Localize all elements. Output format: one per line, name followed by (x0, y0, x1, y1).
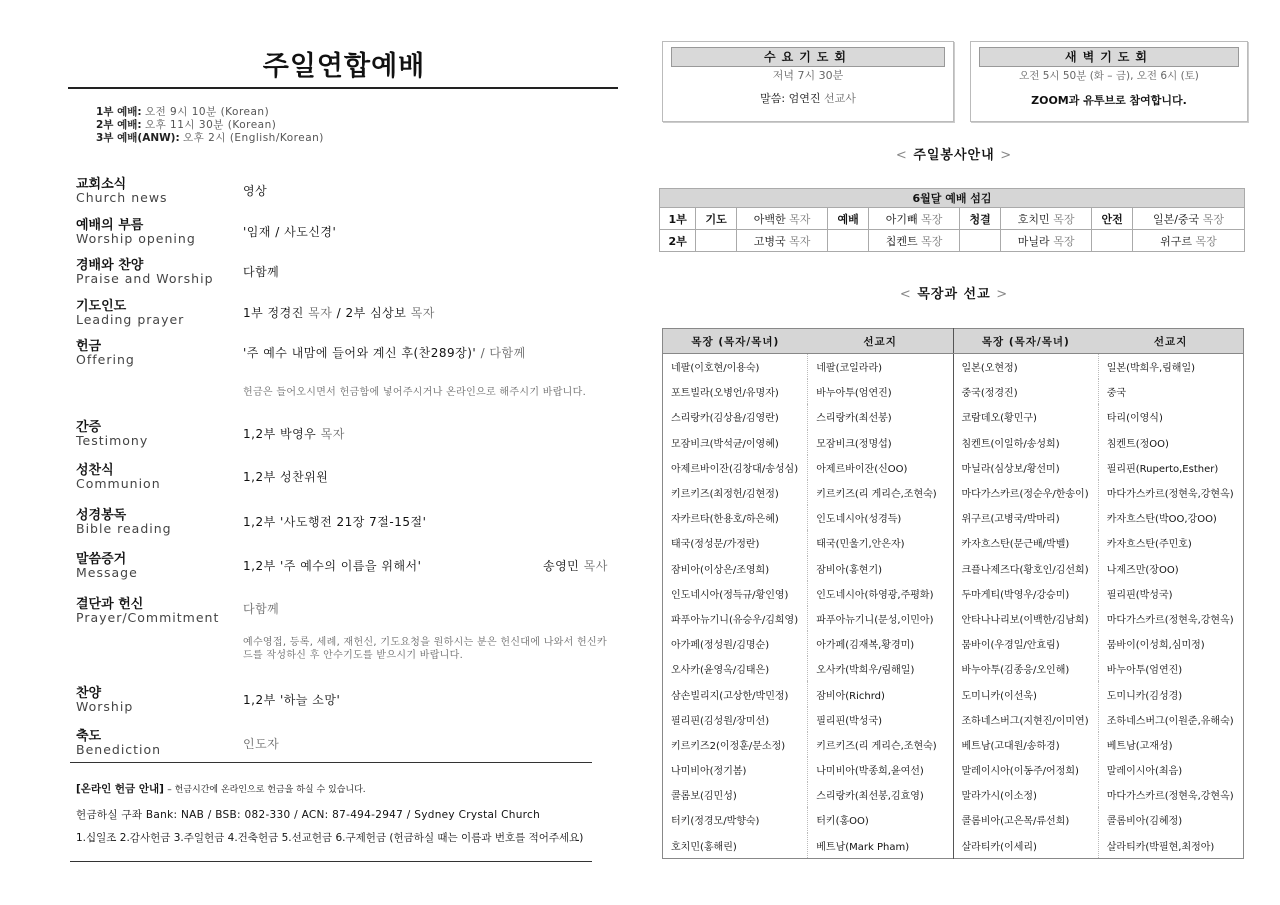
serve-assignee (736, 230, 827, 252)
mission-field-cell: 말레이시아(최음) (1098, 757, 1243, 782)
service-time-3 (96, 132, 324, 145)
table-row (663, 757, 1244, 782)
mokjang-cell: 바누아투(김종응/오인해) (953, 656, 1098, 681)
mokjang-cell: 살라티카(이세리) (953, 833, 1098, 859)
table-row (663, 681, 1244, 706)
online-offering-desc: – 헌금시간에 온라인으로 헌금을 하실 수 있습니다. (167, 785, 366, 795)
service-label: 3부 예배(ANW): (96, 132, 180, 144)
order-title-opening: 예배의 부름 (76, 218, 144, 233)
serve-name: 칩켄트 (885, 234, 918, 248)
heading-bracket-left: < (895, 148, 908, 163)
order-value-offering (243, 345, 526, 361)
mission-field-cell: 마다가스카르(정현욱,강현옥) (1098, 480, 1243, 505)
table-row (663, 833, 1244, 859)
mission-field-cell: 키르키즈(리 게리슨,조현숙) (808, 732, 953, 757)
mission-field-cell: 조하네스버그(이원준,유해숙) (1098, 707, 1243, 732)
order-value-opening: '임재 / 사도신경' (243, 225, 337, 239)
prayer-leader-1-title: 목자 (308, 306, 333, 320)
testimony-title: 목자 (320, 427, 345, 441)
order-sub-testimony: Testimony (76, 433, 149, 448)
serve-table-caption: 6월달 예배 섬김 (660, 189, 1245, 208)
table-row (663, 404, 1244, 429)
table-row (663, 656, 1244, 681)
serve-category: 예배 (828, 208, 869, 230)
order-sub-bible: Bible reading (76, 521, 172, 536)
column-header: 선교지 (1098, 329, 1243, 354)
order-value-testimony (243, 426, 345, 442)
column-header: 선교지 (808, 329, 953, 354)
table-row (663, 807, 1244, 832)
mission-field-cell: 침켄트(정OO) (1098, 430, 1243, 455)
serve-assignee (1132, 208, 1244, 230)
table-row (663, 782, 1244, 807)
order-value-praise: 다함께 (243, 265, 280, 279)
serve-assignee (1132, 230, 1244, 252)
service-value: 오후 2시 (English/Korean) (183, 132, 324, 144)
mission-field-cell: 파푸아뉴기니(문성,이민아) (808, 606, 953, 631)
order-sub-communion: Communion (76, 476, 161, 491)
prayer-leader-1: 1부 정경진 (243, 306, 304, 320)
mission-field-cell: 바누아투(엄연진) (1098, 656, 1243, 681)
serve-role: 목장 (1195, 234, 1217, 248)
mission-field-cell: 일본(박희우,림해일) (1098, 354, 1243, 380)
mission-field-cell: 태국(민울기,안은자) (808, 530, 953, 555)
mokjang-cell: 안타나나리보(이백한/김남희) (953, 606, 1098, 631)
column-header: 목장 (목자/목녀) (953, 329, 1098, 354)
serve-role: 목장 (1053, 212, 1075, 226)
mission-section-heading (662, 283, 1246, 302)
order-title-communion: 성찬식 (76, 463, 114, 478)
mokjang-cell: 자카르타(한용호/하은혜) (663, 505, 808, 530)
mission-field-cell: 아가페(김재복,황경미) (808, 631, 953, 656)
table-row (663, 631, 1244, 656)
message-label: 말씀: (760, 92, 786, 105)
order-sub-opening: Worship opening (76, 231, 196, 246)
order-title-testimony: 간증 (76, 420, 102, 435)
order-sub-commitment: Prayer/Commitment (76, 610, 220, 625)
prayer-leader-2-title: 목자 (410, 306, 435, 320)
mission-field-cell: 오사카(박희우/림해일) (808, 656, 953, 681)
mokjang-cell: 포트빌라(오병언/유명자) (663, 379, 808, 404)
mokjang-cell: 코람데오(황민구) (953, 404, 1098, 429)
message-speaker (543, 558, 608, 574)
mission-field-cell: 터키(홍OO) (808, 807, 953, 832)
order-value-benediction: 인도자 (243, 737, 280, 751)
mission-table-body (663, 354, 1244, 859)
serve-assignee (868, 208, 959, 230)
mokjang-cell: 아가페(정성원/김명순) (663, 631, 808, 656)
mission-field-cell: 뭄바이(이성희,심미정) (1098, 631, 1243, 656)
mission-field-cell: 인도네시아(하영광,주평화) (808, 581, 953, 606)
order-title-church-news: 교회소식 (76, 177, 127, 192)
order-value-communion: 1,2부 성찬위원 (243, 470, 329, 484)
heading-bracket-right: > (996, 287, 1009, 302)
mission-heading-text: 목장과 선교 (917, 287, 991, 302)
heading-bracket-right: > (1000, 148, 1013, 163)
serve-role: 목자 (789, 212, 811, 226)
order-title-worship: 찬양 (76, 686, 102, 701)
serve-category (960, 230, 1001, 252)
mokjang-cell: 네팔(이호현/이용숙) (663, 354, 808, 380)
serve-name: 아백한 (753, 212, 786, 226)
mission-field-cell: 도미니카(김성경) (1098, 681, 1243, 706)
table-row (663, 430, 1244, 455)
order-value-message: 1,2부 '주 예수의 이름을 위해서' (243, 559, 422, 573)
mokjang-cell: 뭄바이(우경일/안효림) (953, 631, 1098, 656)
mokjang-cell: 일본(오현정) (953, 354, 1098, 380)
mokjang-cell: 나미비아(정기봄) (663, 757, 808, 782)
serve-name: 호치민 (1017, 212, 1050, 226)
mokjang-cell: 모잠비크(박석균/이영혜) (663, 430, 808, 455)
serve-assignee (868, 230, 959, 252)
mission-field-cell: 나제즈만(장OO) (1098, 556, 1243, 581)
page-title: 주일연합예배 (262, 51, 426, 82)
mission-field-cell: 잠비아(홍현기) (808, 556, 953, 581)
mission-field-cell: 마다가스카르(정현욱,강현옥) (1098, 782, 1243, 807)
mokjang-cell: 말레이시아(이동주/어정희) (953, 757, 1098, 782)
mokjang-cell: 터키(정경모/박향숙) (663, 807, 808, 832)
order-title-bible: 성경봉독 (76, 508, 127, 523)
service-value: 오전 9시 10분 (Korean) (144, 106, 270, 118)
order-value-bible: 1,2부 '사도행전 21장 7절-15절' (243, 515, 427, 529)
table-row (663, 505, 1244, 530)
mission-table (662, 328, 1244, 859)
mission-field-cell: 콜롬비아(김혜정) (1098, 807, 1243, 832)
dawn-prayer-time: 오전 5시 50분 (화 – 금), 오전 6시 (토) (1019, 70, 1199, 82)
order-note-offering: 헌금은 들어오시면서 헌금함에 넣어주시거나 온라인으로 해주시기 바랍니다. (243, 387, 587, 398)
order-sub-worship: Worship (76, 699, 134, 714)
mission-field-cell: 아제르바이잔(신OO) (808, 455, 953, 480)
mokjang-cell: 카자흐스탄(문근배/박벨) (953, 530, 1098, 555)
dawn-prayer-title: 새벽기도회 (979, 47, 1239, 67)
order-value-commitment: 다함께 (243, 602, 280, 616)
mission-field-cell: 카자흐스탄(주민호) (1098, 530, 1243, 555)
order-value-prayer (243, 305, 435, 321)
mission-field-cell: 베트남(Mark Pham) (808, 833, 953, 859)
order-title-benediction: 축도 (76, 729, 102, 744)
serve-name: 위구르 (1160, 234, 1193, 248)
table-row (663, 606, 1244, 631)
mission-field-cell: 바누아투(엄연진) (808, 379, 953, 404)
wednesday-prayer-message (663, 92, 953, 106)
table-row (663, 379, 1244, 404)
mokjang-cell: 중국(정경진) (953, 379, 1098, 404)
column-header: 목장 (목자/목녀) (663, 329, 808, 354)
mokjang-cell: 콜롬보(김민성) (663, 782, 808, 807)
mission-field-cell: 필리핀(Ruperto,Esther) (1098, 455, 1243, 480)
serve-role: 목장 (921, 212, 943, 226)
serve-category: 안전 (1092, 208, 1133, 230)
order-value-church-news: 영상 (243, 184, 268, 198)
serve-service: 2부 (660, 230, 696, 252)
order-title-prayer: 기도인도 (76, 299, 127, 314)
serve-name: 일본/중국 (1152, 212, 1200, 226)
offering-divider-top (70, 762, 592, 763)
table-row (663, 480, 1244, 505)
service-time-1 (96, 106, 269, 119)
mokjang-cell: 파푸아뉴기니(유승우/김희영) (663, 606, 808, 631)
mission-field-cell: 베트남(고재성) (1098, 732, 1243, 757)
table-row (663, 354, 1244, 380)
offering-extra: / 다함께 (480, 346, 526, 360)
order-title-offering: 헌금 (76, 339, 102, 354)
mokjang-cell: 베트남(고대원/송하경) (953, 732, 1098, 757)
mission-field-cell: 키르키즈(리 게리슨,조현숙) (808, 480, 953, 505)
serve-assignee (1000, 208, 1091, 230)
wednesday-prayer-title: 수요기도회 (671, 47, 945, 67)
mokjang-cell: 스리랑카(김상욜/김영란) (663, 404, 808, 429)
table-row (660, 230, 1245, 252)
serve-name: 아기빼 (885, 212, 918, 226)
mokjang-cell: 콜롬비아(고은목/류선희) (953, 807, 1098, 832)
mokjang-cell: 마닐라(심상보/황선미) (953, 455, 1098, 480)
serve-role: 목자 (789, 234, 811, 248)
order-title-praise: 경배와 찬양 (76, 258, 144, 273)
mokjang-cell: 크플나제즈다(황호인/김선희) (953, 556, 1098, 581)
serve-assignee (736, 208, 827, 230)
offering-hymn: '주 예수 내맘에 들어와 계신 후(찬289장)' (243, 346, 477, 360)
table-row (663, 581, 1244, 606)
order-value-worship: 1,2부 '하늘 소망' (243, 693, 341, 707)
mokjang-cell: 도미니카(이선욱) (953, 681, 1098, 706)
table-row (663, 707, 1244, 732)
serve-category (696, 230, 737, 252)
offering-types: 1.십일조 2.감사헌금 3.주일헌금 4.건축헌금 5.선교헌금 6.구제헌금 (헌금하실 때는 이름과 번호를 적어주세요) (76, 832, 584, 844)
mission-field-cell: 카자흐스탄(박OO,강OO) (1098, 505, 1243, 530)
title-divider (68, 87, 618, 89)
serve-role: 목장 (1202, 212, 1224, 226)
mission-field-cell: 살라티카(박필현,최정아) (1098, 833, 1243, 859)
order-sub-message: Message (76, 565, 138, 580)
mokjang-cell: 오사카(윤영옥/김태은) (663, 656, 808, 681)
serve-heading-text: 주일봉사안내 (913, 148, 995, 163)
mission-field-cell: 필리핀(박성국) (808, 707, 953, 732)
mokjang-cell: 태국(정성문/가정란) (663, 530, 808, 555)
message-name: 엄연진 (788, 92, 821, 105)
bank-account: 헌금하실 구좌 Bank: NAB / BSB: 082-330 / ACN: 87-494-2947 / Sydney Crystal Church (76, 809, 541, 821)
mokjang-cell: 삼손빌리지(고상한/박민정) (663, 681, 808, 706)
order-title-commitment: 결단과 헌신 (76, 597, 144, 612)
mission-field-cell: 스리랑카(최선봉,김효영) (808, 782, 953, 807)
order-sub-church-news: Church news (76, 190, 168, 205)
mokjang-cell: 잠비아(이상은/조영희) (663, 556, 808, 581)
wednesday-prayer-time: 저녁 7시 30분 (772, 69, 844, 82)
mission-field-cell: 중국 (1098, 379, 1243, 404)
mission-field-cell: 타리(이영식) (1098, 404, 1243, 429)
serve-category (828, 230, 869, 252)
order-sub-praise: Praise and Worship (76, 271, 214, 286)
table-row (663, 455, 1244, 480)
offering-divider-bottom (70, 861, 592, 862)
mission-field-cell: 잠비아(Richrd) (808, 681, 953, 706)
serve-section-heading (662, 144, 1246, 163)
heading-bracket-left: < (899, 287, 912, 302)
order-sub-benediction: Benediction (76, 742, 162, 757)
service-value: 오후 11시 30분 (Korean) (144, 119, 277, 131)
mokjang-cell: 인도네시아(정득규/황인영) (663, 581, 808, 606)
mokjang-cell: 조하네스버그(지현진/이미연) (953, 707, 1098, 732)
dawn-prayer-note: ZOOM과 유투브로 참여합니다. (1031, 94, 1187, 107)
table-row (660, 208, 1245, 230)
order-note-commitment: 예수영접, 등록, 세례, 재헌신, 기도요청을 원하시는 분은 헌신대에 나와서 헌신카드를 작성하신 후 안수기도를 받으시기 바랍니다. (243, 637, 607, 661)
serve-role: 목장 (1053, 234, 1075, 248)
mokjang-cell: 두마게티(박영우/강승미) (953, 581, 1098, 606)
mokjang-cell: 위구르(고병국/박마리) (953, 505, 1098, 530)
service-time-2 (96, 119, 276, 132)
table-row (663, 732, 1244, 757)
mission-header-row (663, 329, 1244, 354)
mission-field-cell: 나미비아(박종희,윤여선) (808, 757, 953, 782)
mokjang-cell: 마다가스카르(정순우/한송이) (953, 480, 1098, 505)
online-offering-heading (76, 782, 366, 797)
order-sub-prayer: Leading prayer (76, 312, 185, 327)
mission-field-cell: 네팔(코일라라) (808, 354, 953, 380)
service-label: 2부 예배: (96, 119, 142, 131)
testimony-name: 1,2부 박영우 (243, 427, 317, 441)
prayer-leader-2: / 2부 심상보 (336, 306, 407, 320)
mission-field-cell: 인도네시아(성경득) (808, 505, 953, 530)
service-label: 1부 예배: (96, 106, 142, 118)
wednesday-prayer-box (662, 41, 954, 122)
serve-assignee (1000, 230, 1091, 252)
order-title-message: 말씀증거 (76, 552, 127, 567)
serve-service: 1부 (660, 208, 696, 230)
table-row (663, 530, 1244, 555)
mokjang-cell: 아제르바이잔(김창대/송성심) (663, 455, 808, 480)
mokjang-cell: 호치민(홍해린) (663, 833, 808, 859)
serve-category: 기도 (696, 208, 737, 230)
table-row (663, 556, 1244, 581)
mission-field-cell: 필리핀(박성국) (1098, 581, 1243, 606)
mokjang-cell: 키르키즈2(이정훈/문소정) (663, 732, 808, 757)
mokjang-cell: 침켄트(이일하/송성희) (953, 430, 1098, 455)
serve-category (1092, 230, 1133, 252)
mokjang-cell: 필리핀(김성원/장미선) (663, 707, 808, 732)
order-sub-offering: Offering (76, 352, 135, 367)
mission-field-cell: 마다가스카르(정현욱,강현옥) (1098, 606, 1243, 631)
speaker-name: 송영민 (543, 559, 580, 573)
message-title: 선교사 (823, 92, 856, 105)
online-offering-title: [온라인 헌금 안내] (76, 783, 164, 795)
dawn-prayer-box (970, 41, 1248, 122)
speaker-title: 목사 (583, 559, 608, 573)
mokjang-cell: 키르키즈(최정헌/김현정) (663, 480, 808, 505)
serve-category: 청결 (960, 208, 1001, 230)
serve-name: 고병국 (753, 234, 786, 248)
mission-field-cell: 스리랑카(최선봉) (808, 404, 953, 429)
serve-name: 마닐라 (1017, 234, 1050, 248)
serve-table (659, 188, 1245, 252)
mission-field-cell: 모잠비크(정명섭) (808, 430, 953, 455)
serve-role: 목장 (921, 234, 943, 248)
mokjang-cell: 말라가시(이소정) (953, 782, 1098, 807)
